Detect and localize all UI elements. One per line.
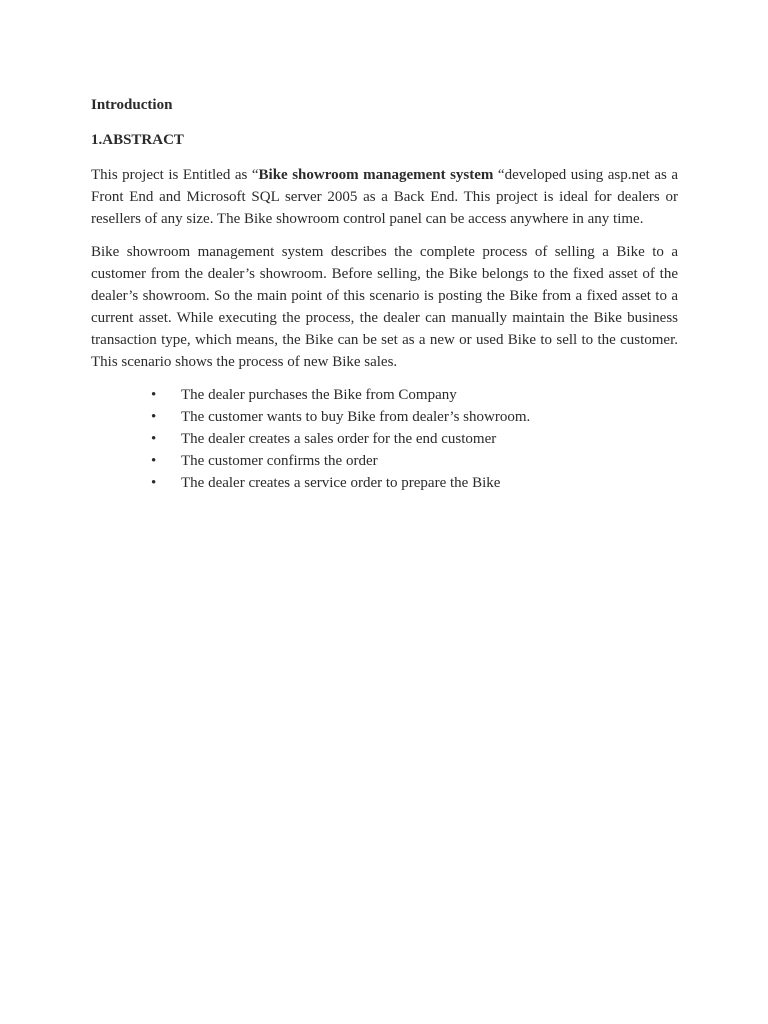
bullet-icon: • — [151, 431, 157, 447]
document-page — [91, 96, 678, 494]
para1-suffix: “developed using asp.net as a Front End and Microsoft SQL server 2005 as a Back End. This project is ideal for dealers or resellers of any size. The Bike showroom control panel can be access anywhere in any time. — [91, 167, 678, 227]
list-item-text: The customer confirms the order — [181, 453, 378, 469]
list-item-text: The dealer purchases the Bike from Company — [181, 387, 457, 403]
list-item — [91, 406, 678, 428]
heading-introduction: Introduction — [91, 97, 173, 113]
list-item — [91, 450, 678, 472]
bullet-icon: • — [151, 387, 157, 403]
bullet-icon: • — [151, 453, 157, 469]
para1-prefix: This project is Entitled as “ — [91, 167, 259, 183]
bullet-icon: • — [151, 409, 157, 425]
list-item — [91, 428, 678, 450]
process-bullet-list — [91, 384, 678, 494]
project-title: Bike showroom management system — [258, 167, 494, 183]
abstract-paragraph-1 — [91, 164, 678, 230]
list-item — [91, 472, 678, 494]
list-item-text: The dealer creates a sales order for the end customer — [181, 431, 497, 447]
bullet-icon: • — [151, 475, 157, 491]
list-item-text: The dealer creates a service order to prepare the Bike — [181, 475, 501, 491]
list-item — [91, 384, 678, 406]
list-item-text: The customer wants to buy Bike from dealer’s showroom. — [181, 409, 531, 425]
abstract-paragraph-2: Bike showroom management system describes the complete process of selling a Bike to a customer from the dealer’s showroom. Before selling, the Bike belongs to the fixed asset of the dealer’s showroom. So the main point of this scenario is posting the Bike from a fixed asset to a current asset. While executing the process, the dealer can manually maintain the Bike business transaction type, which means, the Bike can be set as a new or used Bike to sell to the customer. This scenario shows the process of new Bike sales. — [91, 244, 678, 370]
heading-abstract: 1.ABSTRACT — [91, 132, 184, 148]
